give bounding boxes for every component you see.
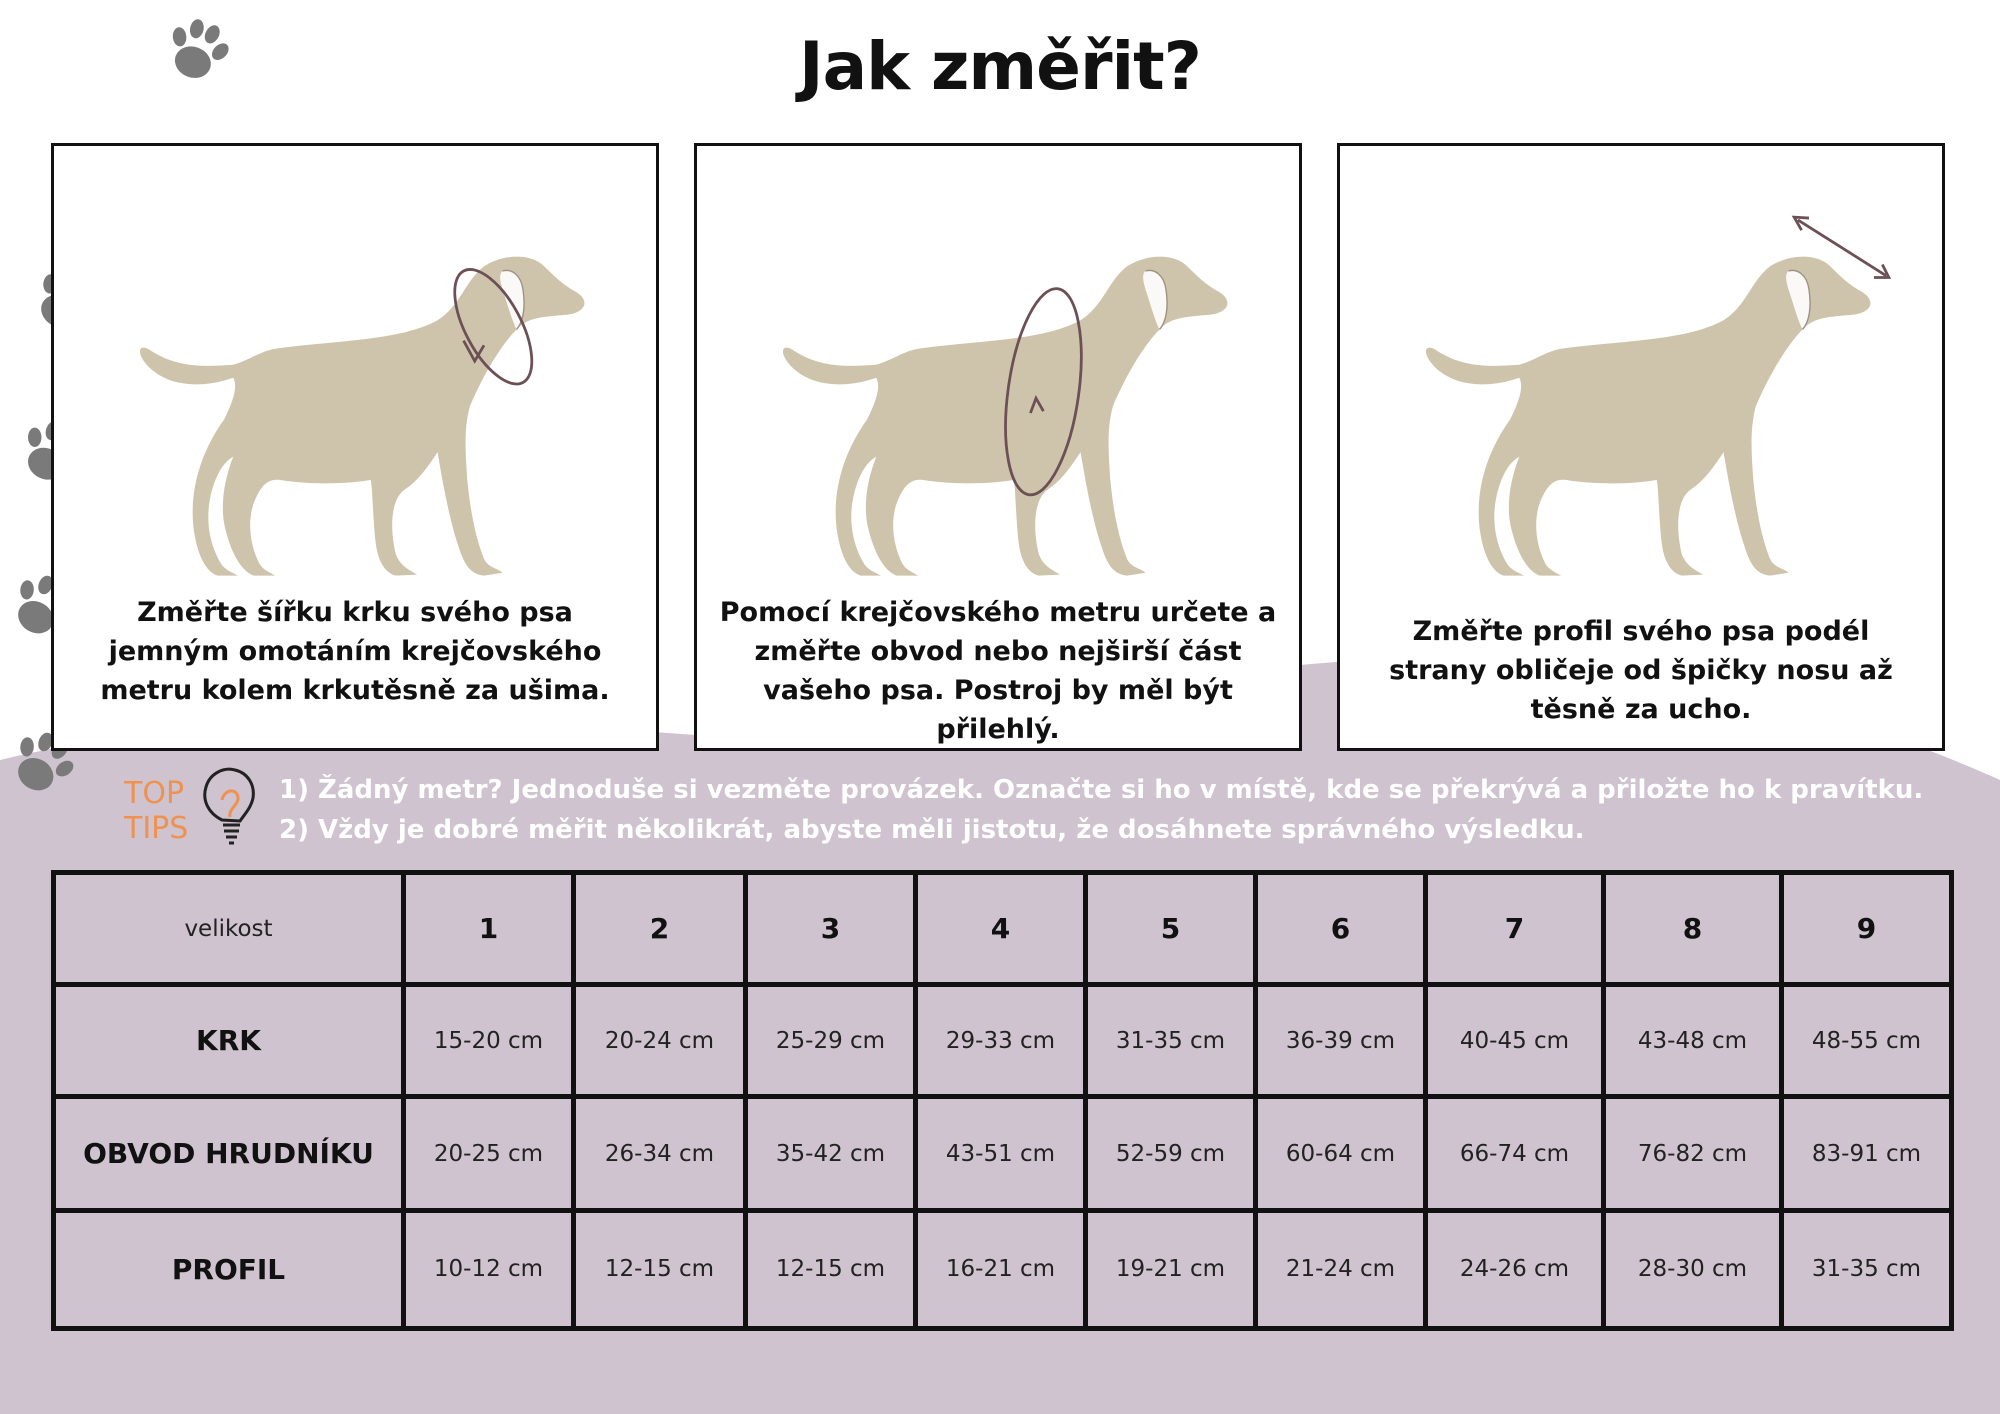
table-row: [54, 985, 1952, 1097]
table-cell: 12-15 cm: [746, 1210, 916, 1328]
table-cell: 16-21 cm: [916, 1210, 1086, 1328]
svg-text:TIPS: TIPS: [124, 811, 189, 846]
table-cell: 28-30 cm: [1604, 1210, 1782, 1328]
row-label: PROFIL: [54, 1210, 404, 1328]
panel-caption: Pomocí krejčovského metru určete a změřte obvod nebo nejširší část vašeho psa. Postroj by měl být přilehlý.: [719, 597, 1277, 745]
table-cell: 66-74 cm: [1426, 1097, 1604, 1210]
table-row: [54, 1210, 1952, 1328]
tip-item: 2) Vždy je dobré měřit několikrát, abyste měli jistotu, že dosáhnete správného výsledku.: [279, 815, 1585, 845]
tip-item: 1) Žádný metr? Jednoduše si vezměte provázek. Označte si ho v místě, kde se překrývá a přiložte ho k pravítku.: [279, 775, 1924, 805]
table-cell: 31-35 cm: [1782, 1210, 1952, 1328]
table-cell: 43-48 cm: [1604, 985, 1782, 1097]
page-title: Jak změřit?: [799, 28, 1201, 105]
size-table: [51, 870, 1954, 1331]
table-cell: 29-33 cm: [916, 985, 1086, 1097]
table-cell: 26-34 cm: [574, 1097, 746, 1210]
table-row: [54, 1097, 1952, 1210]
size-header: 3: [746, 873, 916, 985]
table-header-row: [54, 873, 1952, 985]
table-cell: 83-91 cm: [1782, 1097, 1952, 1210]
panel-caption: Změřte profil svého psa podél strany obličeje od špičky nosu až těsně za ucho.: [1389, 616, 1893, 725]
measure-panel-neck: [51, 143, 659, 751]
size-header: 9: [1782, 873, 1952, 985]
row-label: OBVOD HRUDNÍKU: [54, 1097, 404, 1210]
table-cell: 25-29 cm: [746, 985, 916, 1097]
size-header: 5: [1086, 873, 1256, 985]
row-label: KRK: [54, 985, 404, 1097]
table-cell: 36-39 cm: [1256, 985, 1426, 1097]
paw-print-icon: [160, 12, 235, 87]
svg-text:TOP: TOP: [124, 776, 185, 811]
dog-profile-measure-icon: [1380, 186, 1900, 616]
table-cell: 15-20 cm: [404, 985, 574, 1097]
table-cell: 31-35 cm: [1086, 985, 1256, 1097]
size-header: 8: [1604, 873, 1782, 985]
lightbulb-icon: [205, 769, 254, 843]
table-cell: 76-82 cm: [1604, 1097, 1782, 1210]
table-cell: 12-15 cm: [574, 1210, 746, 1328]
table-cell: 48-55 cm: [1782, 985, 1952, 1097]
dog-neck-measure-icon: [94, 186, 614, 616]
table-cell: 10-12 cm: [404, 1210, 574, 1328]
table-cell: 40-45 cm: [1426, 985, 1604, 1097]
table-corner-label: velikost: [54, 873, 404, 985]
dog-chest-measure-icon: [737, 186, 1257, 616]
table-cell: 20-25 cm: [404, 1097, 574, 1210]
table-cell: 35-42 cm: [746, 1097, 916, 1210]
measure-panel-profile: [1337, 143, 1945, 751]
table-cell: 60-64 cm: [1256, 1097, 1426, 1210]
panel-caption: Změřte šířku krku svého psa jemným omotáním krejčovského metru kolem krkutěsně za ušima.: [100, 597, 610, 706]
tips-list: [279, 770, 1923, 850]
table-cell: 24-26 cm: [1426, 1210, 1604, 1328]
table-cell: 52-59 cm: [1086, 1097, 1256, 1210]
top-tips-logo: [120, 765, 255, 855]
table-cell: 20-24 cm: [574, 985, 746, 1097]
size-header: 1: [404, 873, 574, 985]
size-header: 6: [1256, 873, 1426, 985]
size-header: 7: [1426, 873, 1604, 985]
size-header: 2: [574, 873, 746, 985]
measure-panel-chest: [694, 143, 1302, 751]
table-cell: 19-21 cm: [1086, 1210, 1256, 1328]
table-cell: 43-51 cm: [916, 1097, 1086, 1210]
size-header: 4: [916, 873, 1086, 985]
table-cell: 21-24 cm: [1256, 1210, 1426, 1328]
